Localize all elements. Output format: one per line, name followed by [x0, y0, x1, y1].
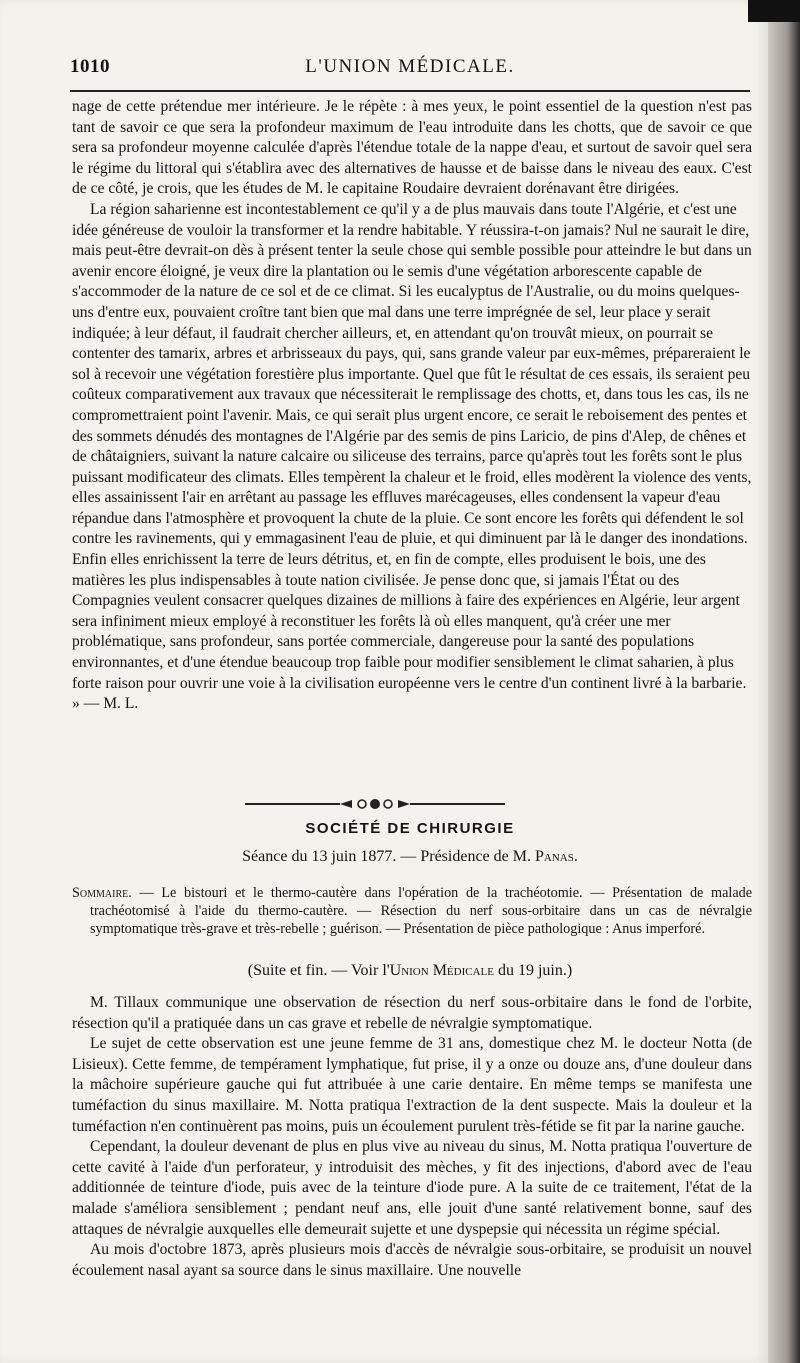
article-body: [72, 97, 752, 715]
article-paragraph-1: nage de cette prétendue mer intérieure. Je le répète : à mes yeux, le point essentiel de la question n'est pas tant de savoir ce que sera la profondeur maximum de l'eau introduite dans les chotts, que de savoir ce que sera sa profondeur moyenne calculée d'après l'étendue totale de la nappe d'eau, et surtout de savoir quel sera le régime du littoral qui s'établira avec des alternatives de hausse et de baisse dans le niveau des eaux. C'est de ce côté, je crois, que les études de M. le capitaine Roudaire devraient dorénavant être dirigées.: [72, 98, 752, 198]
running-title: L'UNION MÉDICALE.: [305, 56, 515, 77]
summary-block: [72, 884, 752, 939]
book-spine-shadow: [768, 0, 800, 1363]
session-period: .: [573, 848, 578, 865]
report-paragraph-1: M. Tillaux communique une observation de résection du nerf sous-orbitaire dans le fond de l'orbite, résection qu'il a pratiquée dans un cas grave et rebelle de névralgie symptomatique.: [72, 994, 752, 1032]
ornament-divider: [240, 796, 510, 812]
section-title: SOCIÉTÉ DE CHIRURGIE: [305, 820, 515, 837]
article-paragraph-2: [72, 200, 752, 715]
session-president: Panas: [534, 848, 574, 865]
report-paragraph-2: Le sujet de cette observation est une jeune femme de 31 ans, domestique chez M. le docteur Notta (de Lisieux). Cette femme, de tempérament lymphatique, fut prise, il y a onze ou douze ans, d'une douleur dans la mâchoire supérieure gauche qui fut attribuée à une carie dentaire. En même temps se manifesta une tuméfaction du sinus maxillaire. M. Notta pratiqua l'extraction de la dent suspecte. Mais la douleur et la tuméfaction n'en continuèrent pas moins, puis un écoulement purulent très-fétide se fit par la narine gauche.: [72, 1035, 752, 1135]
summary-paragraph: [72, 884, 752, 939]
session-line: [70, 848, 750, 866]
report-body: [72, 993, 752, 1281]
summary-text: — Le bistouri et le thermo-cautère dans l'opération de la trachéotomie. — Présentation de malade trachéotomisé à l'aide du thermo-cautère. — Résection du nerf sous-orbitaire dans un cas de névralgie symptomatique très-grave et très-rebelle ; guérison. — Présentation de pièce pathologique : Anus imperforé.: [90, 885, 753, 938]
continuation-prefix: (Suite et fin. — Voir l': [247, 962, 390, 979]
continuation-journal: Union Médicale: [389, 962, 494, 979]
continuation-note: [70, 962, 750, 980]
book-binding-edge: [748, 0, 800, 22]
page-header: [70, 50, 750, 82]
page-number: 1010: [70, 56, 110, 77]
continuation-suffix: du 19 juin.): [493, 962, 573, 979]
report-paragraph-3: Cependant, la douleur devenant de plus en plus vive au niveau du sinus, M. Notta pratiqua l'ouverture de cette cavité à l'aide d'un perforateur, y introduisit des mèches, y fit des injections, d'abord avec de l'eau additionnée de teinture d'iode, puis avec de la teinture d'iode pure. A la suite de ce traitement, l'état de la malade s'améliora sensiblement ; pendant neuf ans, elle jouit d'une santé relativement bonne, sauf des attaques de névralgie auxquelles elle demeurait sujette et une dyspepsie qui nécessita un régime spécial.: [72, 1138, 752, 1238]
header-rule: [70, 90, 750, 92]
article-signature: — M. L.: [83, 695, 139, 713]
summary-label: Sommaire.: [72, 885, 132, 901]
session-date: Séance du 13 juin 1877. — Présidence de M.: [242, 848, 535, 865]
article-paragraph-2-text: La région saharienne est incontestablement ce qu'il y a de plus mauvais dans toute l'Algérie, et c'est une idée généreuse de vouloir la transformer et la rendre habitable. Y réussira-t-on jamais? Nul ne saurait le dire, mais peut-être devrait-on dès à présent tenter la seule chose qui semble possible pour atteindre le but dans un avenir encore éloigné, je veux dire la plantation ou le semis d'une végétation arborescente capable de s'accommoder de la nature de ce sol et de ce climat. Si les eucalyptus de l'Australie, ou du moins quelques-uns d'entre eux, pouvaient croître tant bien que mal dans une terre imprégnée de sel, leur place y serait indiquée; à leur défaut, il faudrait chercher ailleurs, et, en attendant qu'on trouvât mieux, on pourrait se contenter des tamarix, arbres et arbrisseaux du pays, qui, sans grande valeur par eux-mêmes, prépareraient le sol à recevoir une végétation forestière plus importante. Quel que fût le résultat de ces essais, ils seraient peu coûteux comparativement aux travaux que nécessiterait le remplissage des chotts, et, dans tous les cas, ils ne compromettraient point l'avenir. Mais, ce qui serait plus urgent encore, ce serait le reboisement des pentes et des sommets dénudés des montagnes de l'Algérie par des semis de pins Laricio, de pins d'Alep, de chênes et de châtaigniers, suivant la nature calcaire ou siliceuse des terrains, parce qu'après tout les forêts sont le plus puissant modificateur des climats. Elles tempèrent la chaleur et le froid, elles modèrent la violence des vents, elles assainissent l'air en arrêtant au passage les effluves marécageuses, elles condensent la vapeur d'eau répandue dans l'atmosphère et provoquent la chute de la pluie. Ce sont encore les forêts qui défendent le sol contre les ravinements, qui y emmagasinent l'eau de pluie, et qui diminuent par là le danger des inondations. Enfin elles enrichissent la terre de leurs détritus, et, en fin de compte, elles produisent le bois, une des matières les plus indispensables à toute nation civilisée. Je pense donc que, si jamais l'État ou des Compagnies veulent consacrer quelques dizaines de millions à faire des expériences en Algérie, leur argent sera infiniment mieux employé à reconstituer les forêts là où elles manquent, qu'à créer une mer problématique, sans profondeur, sans portée commerciale, dangereuse pour la santé des populations environnantes, et d'une étendue beaucoup trop faible pour modifier sensiblement le climat saharien, à plus forte raison pour ouvrir une voie à la civilisation européenne vers le centre d'un continent livré à la barbarie. »: [72, 200, 752, 713]
report-paragraph-4: Au mois d'octobre 1873, après plusieurs mois d'accès de névralgie sous-orbitaire, se produisit un nouvel écoulement nasal ayant sa source dans le sinus maxillaire. Une nouvelle: [72, 1241, 752, 1279]
